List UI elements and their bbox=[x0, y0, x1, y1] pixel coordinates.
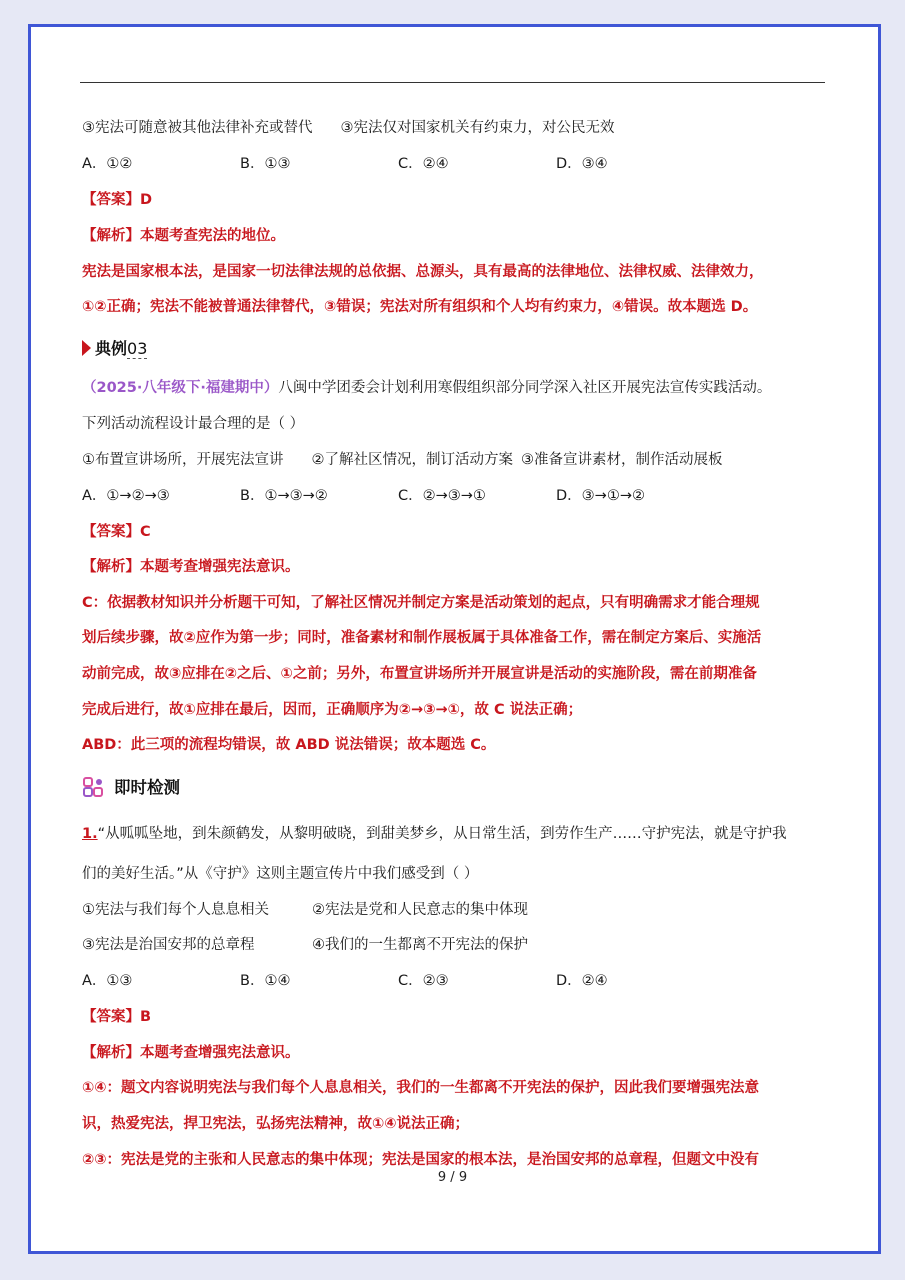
check-statements bbox=[82, 935, 528, 955]
check-question-line bbox=[82, 824, 787, 844]
puzzle-icon bbox=[82, 776, 108, 798]
check-analysis-line: 识，热爱宪法，捍卫宪法，弘扬宪法精神，故①④说法正确； bbox=[82, 1116, 470, 1132]
example-analysis-title: 【解析】本题考查增强宪法意识。 bbox=[82, 559, 300, 575]
option-c: C．②③ bbox=[398, 973, 449, 989]
check-analysis-line: ①④：题文内容说明宪法与我们每个人息息相关，我们的一生都离不开宪法的保护，因此我们要增强宪法意 bbox=[82, 1080, 760, 1096]
option-a: A．①③ bbox=[82, 973, 133, 989]
option-b: B．①③ bbox=[240, 156, 291, 172]
check-options bbox=[82, 971, 714, 991]
option-d: D．③④ bbox=[556, 156, 608, 172]
example-options bbox=[82, 486, 714, 506]
prev-options bbox=[82, 154, 714, 174]
example-number: 03 bbox=[127, 339, 148, 358]
example-question-line: 下列活动流程设计最合理的是（ ） bbox=[82, 416, 305, 432]
example-analysis-line: 动前完成，故③应排在②之后、①之前；另外，布置宣讲场所并开展宣讲是活动的实施阶段，需在前期准备 bbox=[82, 666, 757, 682]
example-analysis-line: 划后续步骤，故②应作为第一步；同时，准备素材和制作展板属于具体准备工作，需在制定方案后、实施活 bbox=[82, 630, 762, 646]
statement: ③宪法仅对国家机关有约束力，对公民无效 bbox=[340, 120, 615, 136]
question-source: （2025·八年级下·福建期中） bbox=[82, 380, 279, 396]
page-number: 9 / 9 bbox=[437, 1170, 468, 1185]
statement: ③宪法是治国安邦的总章程 bbox=[82, 937, 255, 953]
example-analysis-line: 完成后进行，故①应排在最后，因而，正确顺序为②→③→①，故 C 说法正确； bbox=[82, 702, 583, 718]
prev-analysis-title: 【解析】本题考查宪法的地位。 bbox=[82, 228, 285, 244]
prev-analysis-line: 宪法是国家根本法，是国家一切法律法规的总依据、总源头，具有最高的法律地位、法律权威、法律效力， bbox=[82, 264, 764, 280]
example-heading bbox=[82, 338, 147, 360]
example-analysis-line: ABD：此三项的流程均错误，故 ABD 说法错误；故本题选 C。 bbox=[82, 737, 496, 753]
statement: ②了解社区情况，制订活动方案 bbox=[311, 452, 513, 468]
prev-answer: 【答案】D bbox=[82, 192, 153, 208]
option-a: A．①② bbox=[82, 156, 133, 172]
prev-analysis-line: ①②正确；宪法不能被普通法律替代，③错误；宪法对所有组织和个人均有约束力，④错误。故本题选 D。 bbox=[82, 299, 758, 315]
example-title: 典例 bbox=[95, 339, 128, 358]
arrow-icon bbox=[82, 340, 91, 356]
check-title: 即时检测 bbox=[114, 778, 180, 797]
example-answer: 【答案】C bbox=[82, 524, 151, 540]
check-heading bbox=[82, 776, 180, 799]
check-question-line: 们的美好生活。”从《守护》这则主题宣传片中我们感受到（ ） bbox=[82, 866, 479, 882]
check-analysis-line: ②③：宪法是党的主张和人民意志的集中体现；宪法是国家的根本法，是治国安邦的总章程，但题文中没有 bbox=[82, 1152, 760, 1168]
statement: ②宪法是党和人民意志的集中体现 bbox=[312, 902, 528, 918]
option-b: B．①→③→② bbox=[240, 488, 328, 504]
question-number: 1. bbox=[82, 826, 98, 842]
option-b: B．①④ bbox=[240, 973, 291, 989]
statement: ①布置宣讲场所，开展宪法宣讲 bbox=[82, 452, 284, 468]
prev-statements bbox=[82, 118, 615, 138]
option-a: A．①→②→③ bbox=[82, 488, 170, 504]
example-question-line bbox=[82, 378, 771, 398]
check-statements bbox=[82, 900, 528, 920]
statement: ③宪法可随意被其他法律补充或替代 bbox=[82, 120, 313, 136]
statement: ①宪法与我们每个人息息相关 bbox=[82, 902, 269, 918]
statement: ③准备宣讲素材，制作活动展板 bbox=[521, 452, 723, 468]
option-d: D．②④ bbox=[556, 973, 608, 989]
header-rule bbox=[80, 82, 825, 83]
option-c: C．②→③→① bbox=[398, 488, 486, 504]
check-answer: 【答案】B bbox=[82, 1009, 152, 1025]
option-c: C．②④ bbox=[398, 156, 449, 172]
option-d: D．③→①→② bbox=[556, 488, 645, 504]
example-analysis-line: C：依据教材知识并分析题干可知，了解社区情况并制定方案是活动策划的起点，只有明确需求才能合理规 bbox=[82, 595, 760, 611]
check-analysis-title: 【解析】本题考查增强宪法意识。 bbox=[82, 1045, 300, 1061]
statement: ④我们的一生都离不开宪法的保护 bbox=[312, 937, 528, 953]
example-statements bbox=[82, 450, 723, 470]
question-text: 八闽中学团委会计划利用寒假组织部分同学深入社区开展宪法宣传实践活动。 bbox=[278, 380, 772, 396]
question-text: “从呱呱坠地，到朱颜鹤发，从黎明破晓，到甜美梦乡，从日常生活，到劳作生产……守护宪法，就是守护我 bbox=[97, 826, 787, 842]
